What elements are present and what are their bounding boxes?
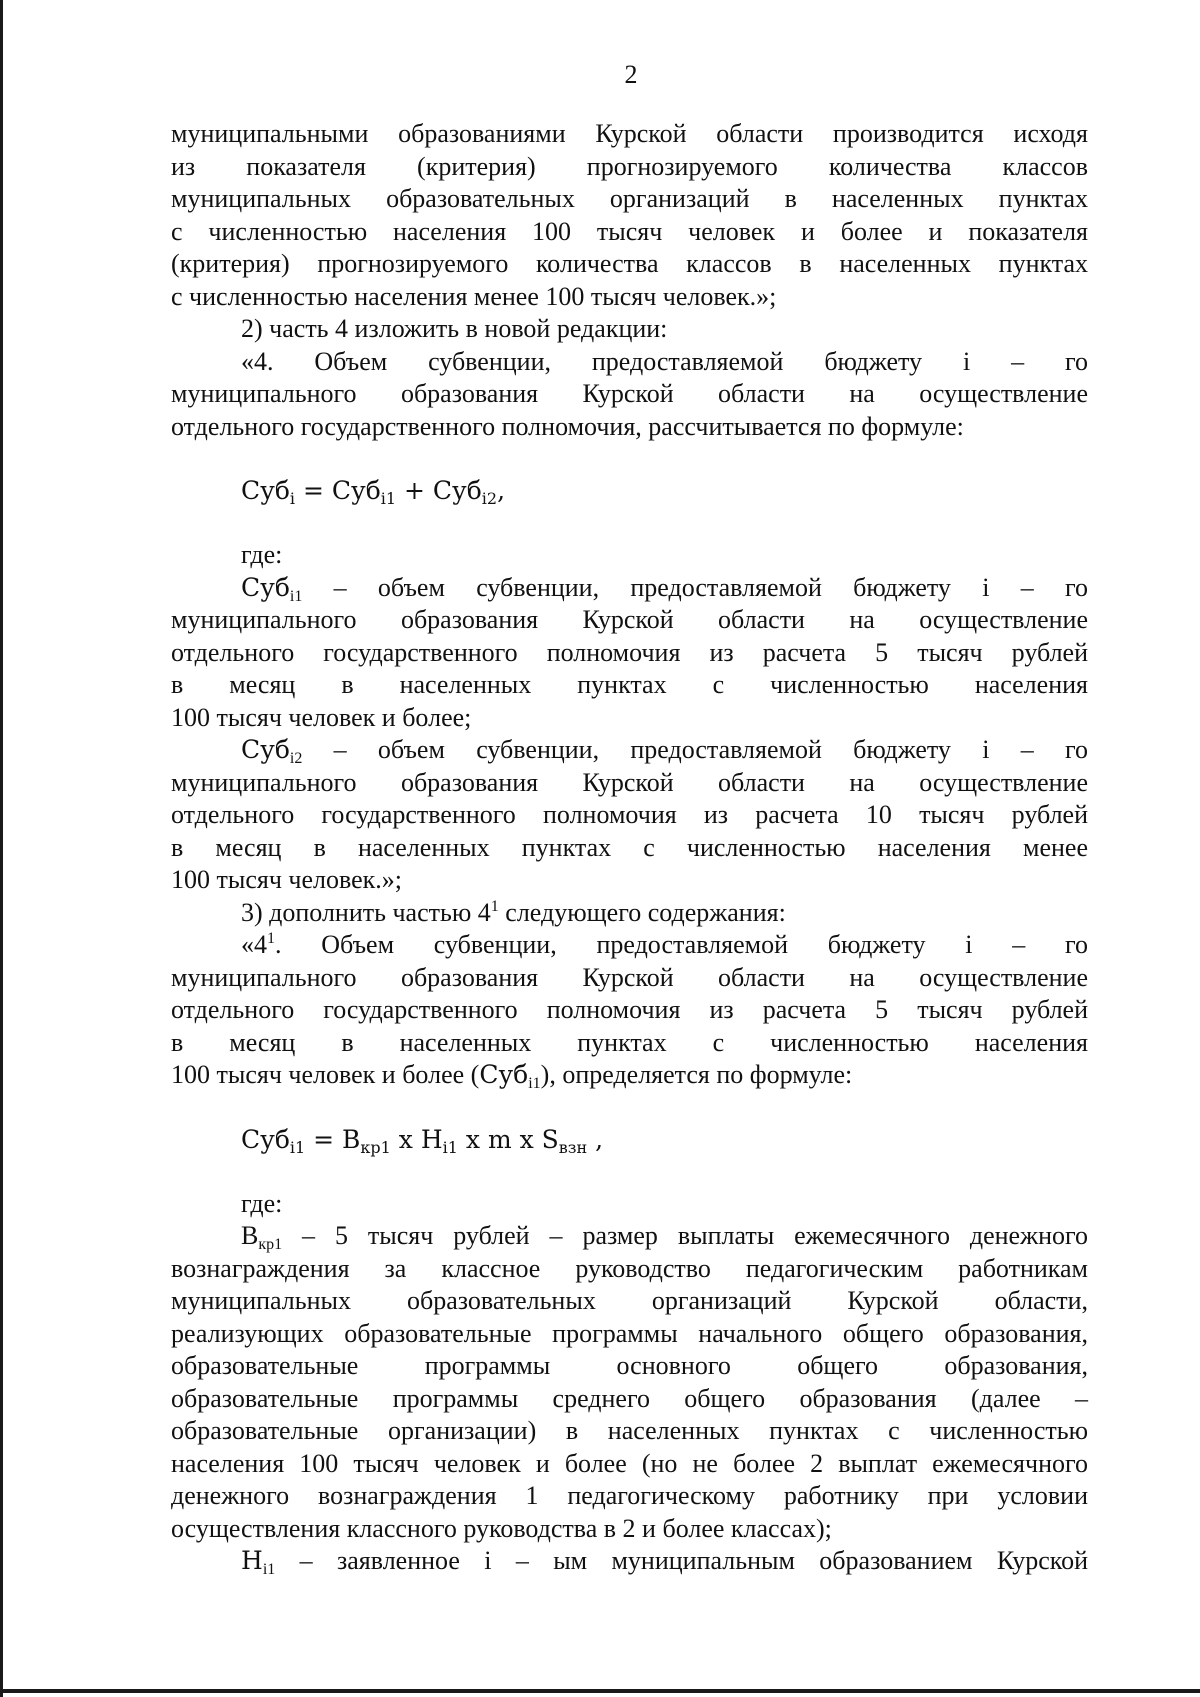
formula-operator: x — [390, 1124, 421, 1154]
text-line: в месяц в населенных пунктах с численностью населения — [171, 1027, 1088, 1057]
text-line: образовательные организации) в населенных пунктах с численностью — [171, 1416, 1088, 1445]
text-line: с численностью населения 100 тысяч человек и более и показателя — [171, 216, 1088, 246]
text-line: муниципального образования Курской области на осуществление — [171, 767, 1088, 797]
formula-operator: x — [511, 1124, 542, 1154]
text-line: муниципального образования Курской области на осуществление — [171, 962, 1088, 992]
formula-symbol: Н — [420, 1124, 443, 1154]
text-line: в месяц в населенных пунктах с численностью населения — [171, 670, 1088, 699]
text-line: 100 тысяч человек и более; — [171, 702, 472, 732]
text-line: с численностью населения менее 100 тысяч человек.»; — [171, 281, 777, 311]
formula-symbol: Суб — [241, 476, 290, 505]
text-line: «$4^1$. Объем субвенции, предоставляемой бюджету i – го — [241, 930, 1088, 959]
text-line: образовательные программы основного общего образования, — [171, 1351, 1088, 1380]
text-line: отдельного государственного полномочия из расчета 5 тысяч рублей — [171, 995, 1088, 1024]
text-line: муниципальных образовательных организаций Курской области, — [171, 1286, 1088, 1315]
formula-subscript: взн — [558, 1137, 588, 1157]
formula-subscript: i1 — [289, 1137, 306, 1157]
formula-symbol: Суб — [331, 476, 381, 505]
text-line: 3) дополнить частью $4^1$ следующего содержания: — [241, 897, 786, 927]
where-label: где: — [241, 540, 283, 569]
formula-total-subvention — [171, 475, 1088, 507]
text-line: отдельного государственного полномочия, рассчитывается по формуле: — [171, 411, 964, 441]
text-line: муниципальных образовательных организаций в населенных пунктах — [171, 184, 1088, 213]
formula-subscript: i — [289, 489, 296, 508]
formula-operator: + — [396, 476, 433, 505]
page-left-edge — [0, 0, 3, 1697]
formula-symbol: Суб — [432, 476, 482, 505]
text-line: денежного вознаграждения 1 педагогическому работнику при условии — [171, 1481, 1088, 1510]
text-line: «4. Объем субвенции, предоставляемой бюджету i – го — [241, 346, 1088, 376]
text-line: 2) часть 4 изложить в новой редакции: — [241, 314, 668, 343]
text-line: населения 100 тысяч человек и более (но не более 2 выплат ежемесячного — [171, 1448, 1088, 1478]
formula-punctuation: , — [587, 1124, 604, 1154]
text-line: вознаграждения за классное руководство педагогическим работникам — [171, 1253, 1088, 1283]
text-line: отдельного государственного полномочия из расчета 5 тысяч рублей — [171, 637, 1088, 667]
definition-line: Суб$_{i2}$ – объем субвенции, предоставляемой бюджету i – го — [241, 735, 1088, 767]
text-line: реализующих образовательные программы начального общего образования, — [171, 1318, 1088, 1348]
formula-operator: = — [305, 1124, 343, 1154]
text-line: в месяц в населенных пунктах с численностью населения менее — [171, 832, 1088, 862]
formula-subscript: i1 — [380, 489, 397, 508]
formula-operator: x — [457, 1124, 488, 1154]
text-line: муниципальными образованиями Курской области производится исходя — [171, 119, 1088, 148]
where-label: где: — [241, 1188, 283, 1218]
text-line: осуществления классного руководства в 2 и более классах); — [171, 1513, 832, 1543]
formula-symbol: Суб — [241, 1124, 290, 1154]
formula-subscript: i2 — [481, 489, 498, 508]
definition-line: $Н_{i1}$ – заявленное i – ым муниципальным образованием Курской — [241, 1546, 1088, 1578]
text-line: муниципального образования Курской области на осуществление — [171, 605, 1088, 634]
text-line: образовательные программы среднего общего образования (далее – — [171, 1383, 1088, 1413]
formula-subscript: i1 — [442, 1137, 458, 1157]
page-bottom-edge — [0, 1689, 1200, 1693]
text-line: 100 тысяч человек.»; — [171, 865, 403, 894]
definition-line: $В_{кр1} - 5$ тысяч рублей – размер выплаты ежемесячного денежного — [241, 1221, 1088, 1253]
formula-subvention-i1 — [171, 1124, 1088, 1156]
formula-operator: = — [295, 476, 332, 505]
formula-symbol: В — [342, 1124, 361, 1154]
definition-line: Суб$_{i1}$ – объем субвенции, предоставляемой бюджету i – го — [241, 572, 1088, 605]
formula-symbol: S — [541, 1124, 559, 1154]
formula-punctuation: , — [497, 476, 506, 505]
text-line: из показателя (критерия) прогнозируемого количества классов — [171, 151, 1088, 181]
page-number: 2 — [624, 60, 638, 89]
document-body — [171, 118, 1088, 1578]
formula-symbol: m — [487, 1124, 512, 1154]
text-line: 100 тысяч человек и более (Суб$_{i1}$), определяется по формуле: — [171, 1060, 853, 1092]
text-line: (критерия) прогнозируемого количества классов в населенных пунктах — [171, 249, 1088, 278]
text-line: муниципального образования Курской области на осуществление — [171, 379, 1088, 408]
text-line: отдельного государственного полномочия из расчета 10 тысяч рублей — [171, 800, 1088, 829]
formula-subscript: кр1 — [360, 1137, 391, 1157]
